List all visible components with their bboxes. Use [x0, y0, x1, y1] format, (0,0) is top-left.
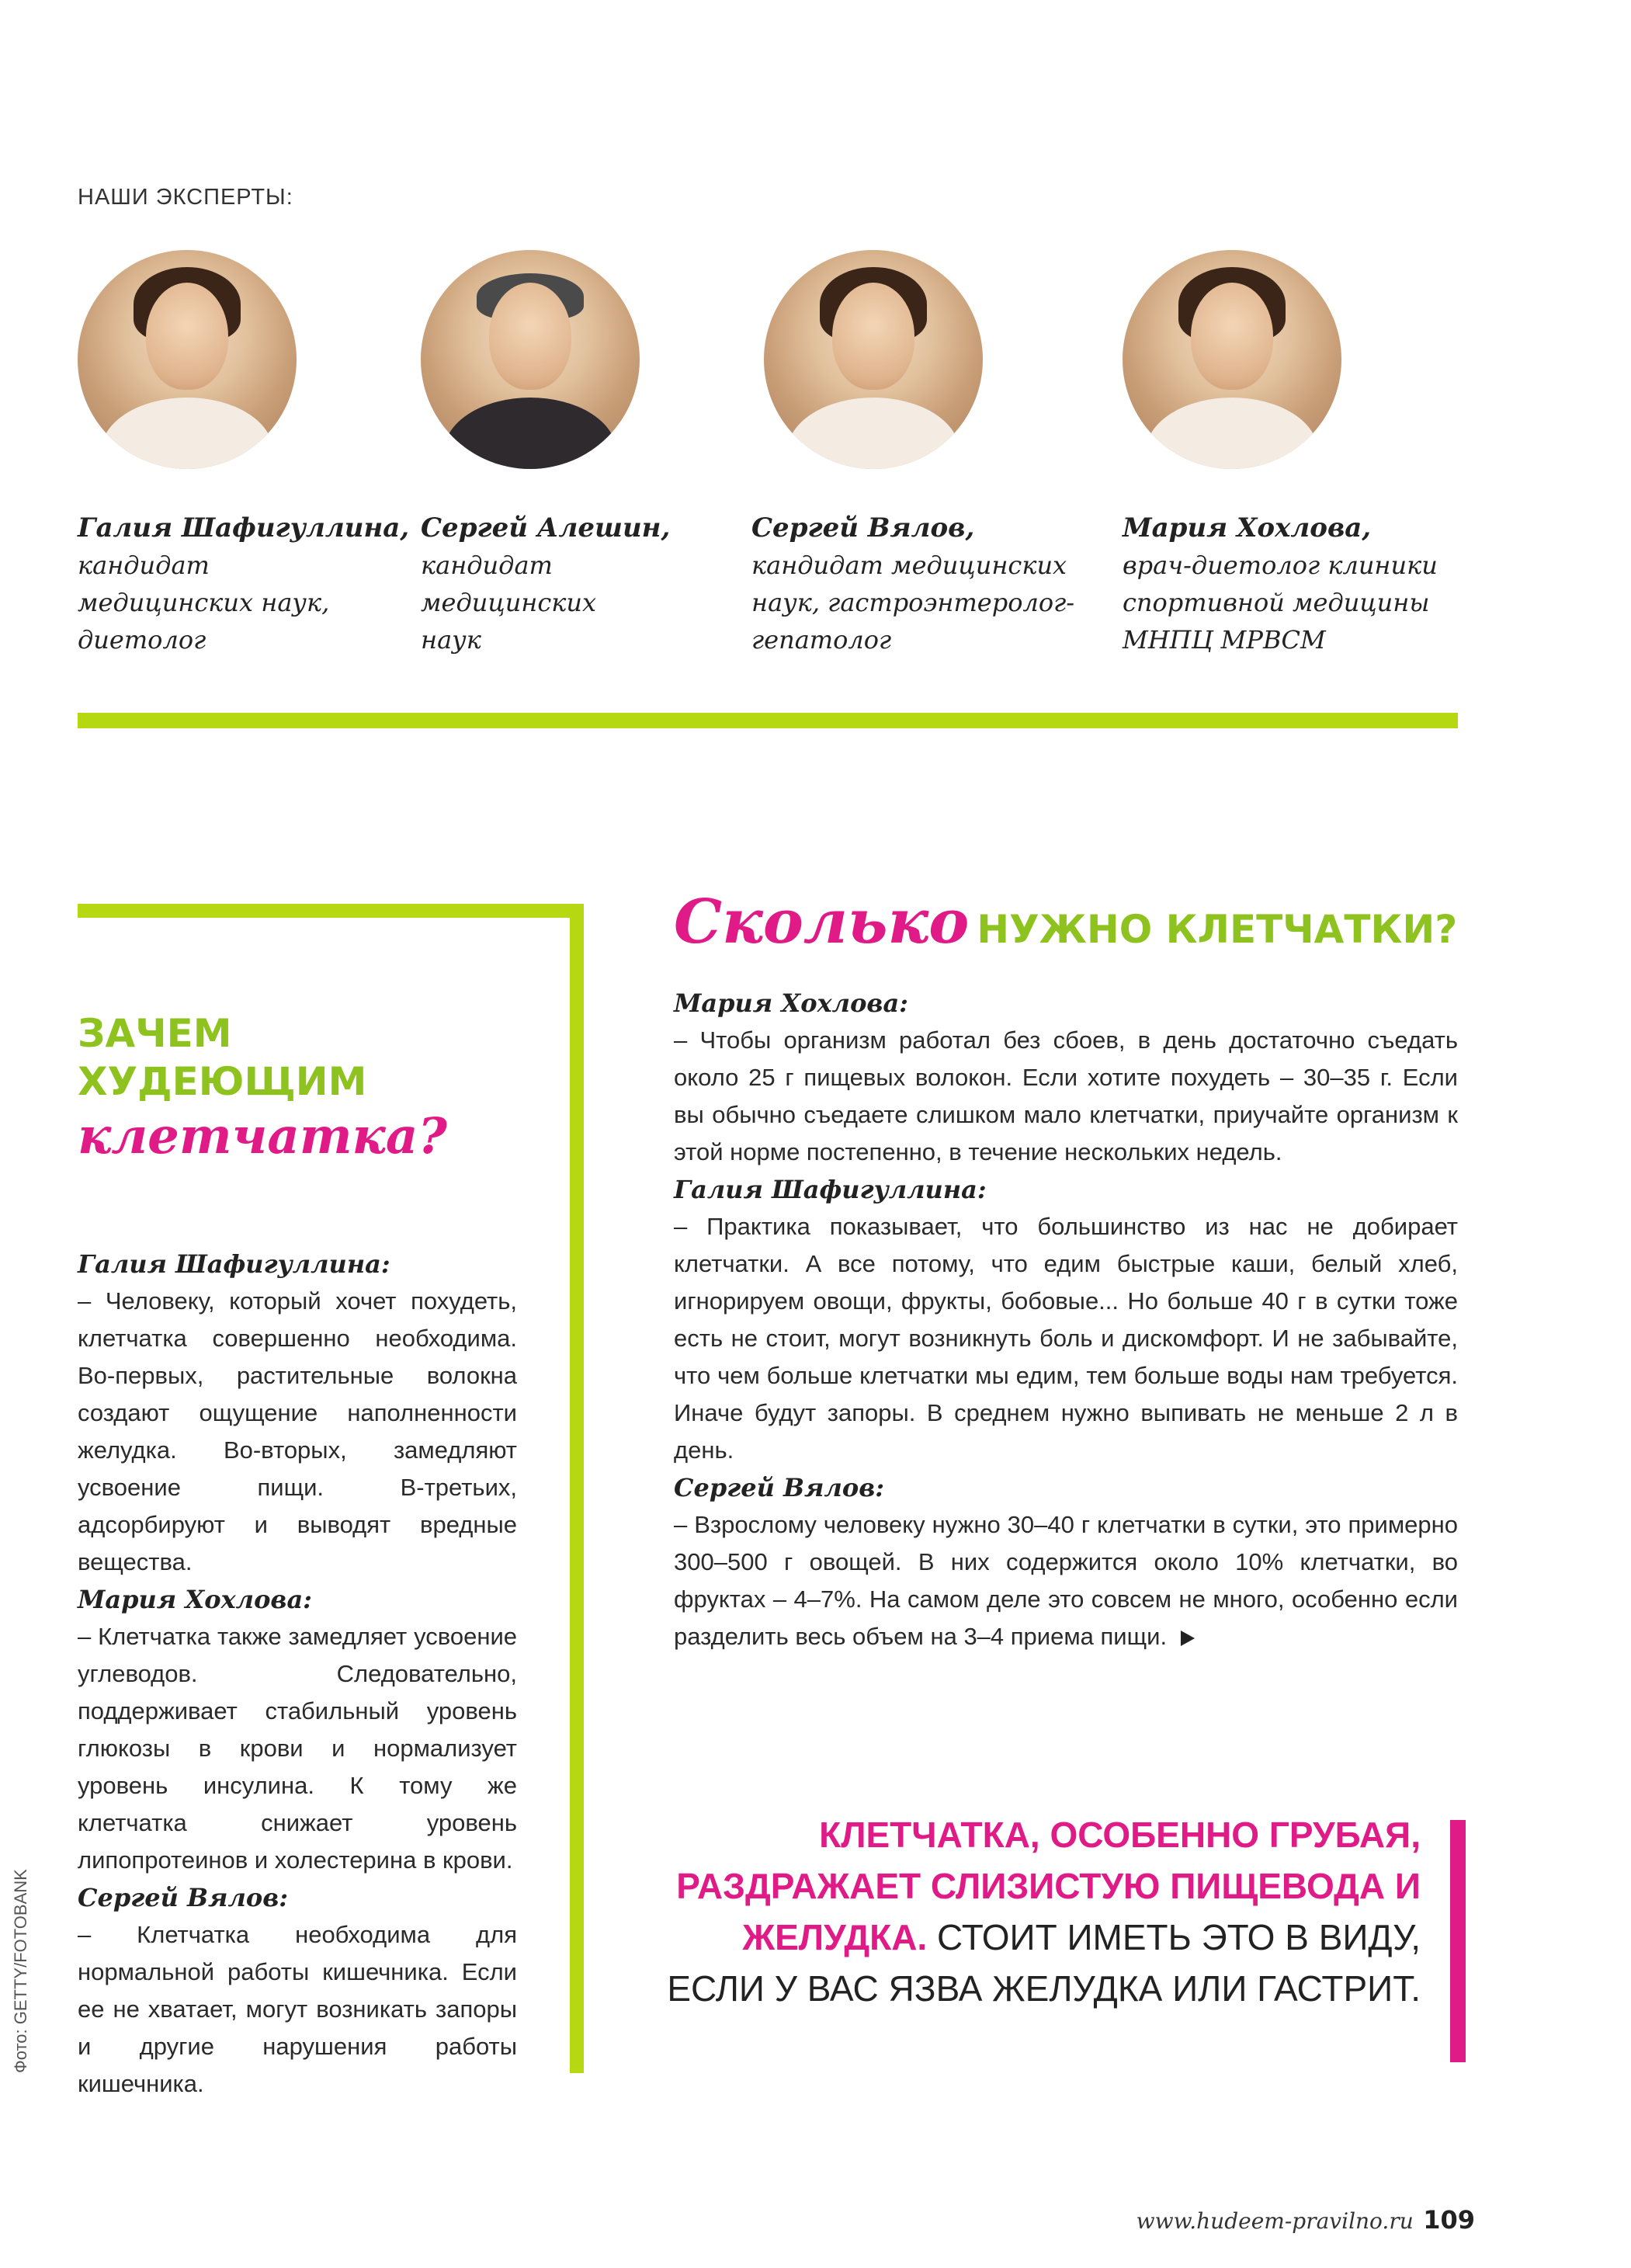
expert-card	[78, 250, 435, 658]
expert-name: Мария Хохлова,	[1123, 512, 1372, 544]
quote-highlight: КЛЕТЧАТКА, ОСОБЕННО ГРУБАЯ, РАЗДРАЖАЕТ СЛИЗИСТУЮ ПИЩЕВОДА И ЖЕЛУДКА.	[676, 1815, 1421, 1957]
paragraph: – Человеку, который хочет похудеть, клетчатка совершенно необходима. Во-первых, растительные волокна создают ощущение наполненности желудка. Во-вторых, замедляют усвоение пищи. В-третьих, адсорбируют и выводят вредные вещества.	[78, 1287, 517, 1575]
expert-photo	[764, 250, 983, 469]
expert-name: Сергей Вялов,	[751, 512, 975, 544]
heading-line: ХУДЕЮЩИМ	[78, 1059, 367, 1104]
paragraph: – Практика показывает, что большинство из нас не добирает клетчатки. А все потому, что едим быстрые каши, белый хлеб, игнорируем овощи, фрукты, бобовые... Но больше 40 г в сутки тоже есть не стоит, могут возникнуть боль и дискомфорт. И не забывайте, что чем больше клетчатки мы едим, тем больше воды нам требуется. Иначе будут запоры. В среднем нужно выпивать не меньше 2 л в день.	[674, 1213, 1458, 1464]
pull-quote	[652, 1809, 1421, 2014]
speaker-name: Галия Шафигуллина:	[78, 1249, 390, 1279]
divider-bar	[78, 713, 1458, 728]
speaker-name: Галия Шафигуллина:	[674, 1175, 987, 1204]
paragraph: – Чтобы организм работал без сбоев, в день достаточно съедать около 25 г пищевых волокон. Если хотите похудеть – 30–35 г. Если вы обычно съедаете слишком мало клетчатки, приучайте организм к этой норме постепенно, в течение нескольких недель.	[674, 1026, 1458, 1165]
speaker-name: Мария Хохлова:	[674, 988, 908, 1018]
left-box-frame-right	[570, 904, 584, 2073]
heading-line: ЗАЧЕМ	[78, 1011, 232, 1056]
paragraph-last	[674, 1506, 1458, 1655]
website-url: www.hudeem-pravilno.ru	[1136, 2208, 1414, 2234]
expert-title: врач-диетолог клиники спортивной медицины МНПЦ МРВСМ	[1123, 551, 1438, 655]
expert-title: кандидат медицинских наук, диетолог	[78, 551, 330, 655]
expert-photo	[1123, 250, 1341, 469]
expert-name: Галия Шафигуллина,	[78, 512, 410, 544]
speaker-name: Сергей Вялов:	[78, 1883, 289, 1912]
speaker-name: Мария Хохлова:	[78, 1585, 312, 1614]
right-column	[674, 985, 1458, 1655]
expert-card	[421, 250, 778, 658]
paragraph: – Клетчатка необходима для нормальной работы кишечника. Если ее не хватает, могут возникать запоры и другие нарушения работы кишечника.	[78, 1921, 517, 2097]
expert-photo	[421, 250, 640, 469]
continue-arrow-icon	[1181, 1631, 1195, 1646]
paragraph: – Клетчатка также замедляет усвоение углеводов. Следовательно, поддерживает стабильный уровень глюкозы в крови и нормализует уровень инсулина. К тому же клетчатка снижает уровень липопротеинов и холестерина в крови.	[78, 1623, 517, 1874]
photo-credit: Фото: GETTY/FOTOBANK	[11, 1869, 30, 2073]
page-footer	[1133, 2205, 1475, 2235]
expert-title: кандидат медицинских наук	[421, 551, 597, 655]
expert-photo	[78, 250, 297, 469]
quote-text: СТОИТ ИМЕТЬ ЭТО В ВИДУ, ЕСЛИ У ВАС ЯЗВА ЖЕЛУДКА ИЛИ ГАСТРИТ.	[667, 1917, 1421, 2009]
page-number: 109	[1423, 2205, 1475, 2235]
expert-card	[1123, 250, 1480, 658]
speaker-name: Сергей Вялов:	[674, 1473, 885, 1502]
expert-name: Сергей Алешин,	[421, 512, 671, 544]
paragraph-text: – Взрослому человеку нужно 30–40 г клетчатки в сутки, это примерно 300–500 г овощей. В них содержится около 10% клетчатки, во фруктах – 4–7%. На самом деле это совсем не много, особенно если разделить весь объем на 3–4 приема пищи.	[674, 1511, 1458, 1650]
experts-label: НАШИ ЭКСПЕРТЫ:	[78, 185, 293, 210]
expert-card	[751, 250, 1109, 658]
left-section-heading	[78, 1009, 559, 1168]
quote-accent-bar	[1450, 1820, 1466, 2062]
heading-green-words: НУЖНО КЛЕТЧАТКИ?	[977, 907, 1458, 952]
left-box-frame-top	[78, 904, 584, 918]
right-section-heading	[674, 884, 1473, 968]
heading-pink-word: Сколько	[674, 887, 970, 957]
expert-title: кандидат медицинских наук, гастроэнтеролог- гепатолог	[751, 551, 1075, 655]
left-column	[78, 1245, 517, 2103]
heading-line: клетчатка?	[78, 1107, 447, 1165]
